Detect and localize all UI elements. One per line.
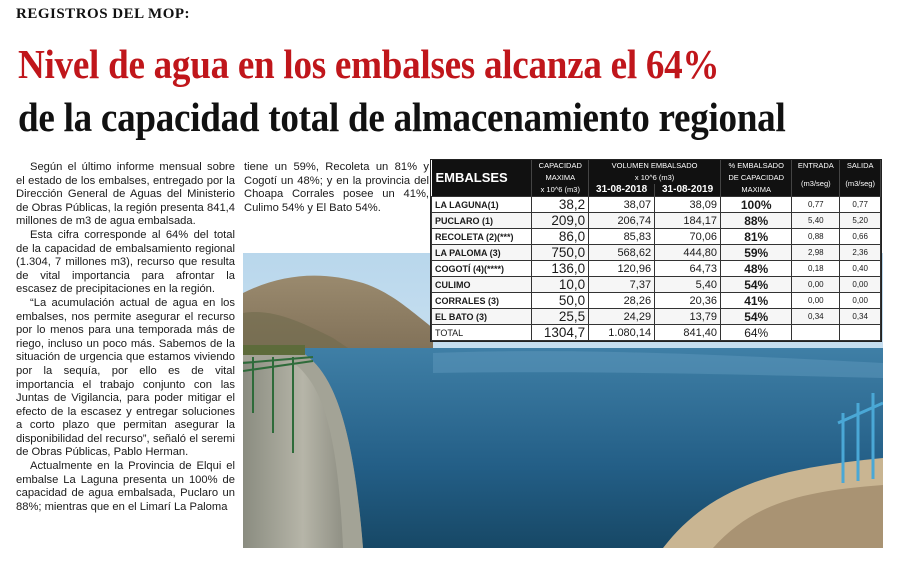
capacity-cell: 136,0	[532, 261, 589, 277]
outflow-cell: 0,00	[840, 293, 881, 309]
reservoir-name: EL BATO (3)	[432, 309, 532, 325]
volume-2019-cell: 38,09	[655, 197, 721, 213]
article-column-2	[244, 161, 429, 215]
percent-cell: 100%	[721, 197, 792, 213]
volume-2018-cell: 85,83	[589, 229, 655, 245]
header-pct-3: MAXIMA	[721, 184, 792, 197]
reservoir-name: TOTAL	[432, 325, 532, 341]
section-kicker: REGISTROS DEL MOP:	[16, 6, 191, 22]
table-row	[432, 229, 881, 245]
header-salida: SALIDA	[840, 160, 881, 172]
header-entrada: ENTRADA	[792, 160, 840, 172]
paragraph: tiene un 59%, Recoleta un 81% y Cogotí un 48%; y en la provincia del Choapa Corrales posee un 41%, Culimo 54% y El Bato 54%.	[244, 161, 429, 214]
volume-2019-cell: 13,79	[655, 309, 721, 325]
volume-2019-cell: 5,40	[655, 277, 721, 293]
outflow-cell: 0,40	[840, 261, 881, 277]
header-entrada-unit: (m3/seg)	[792, 172, 840, 197]
outflow-cell	[840, 325, 881, 341]
table-total-row	[432, 325, 881, 341]
capacity-cell: 209,0	[532, 213, 589, 229]
volume-2018-cell: 206,74	[589, 213, 655, 229]
header-date-2018: 31-08-2018	[589, 184, 655, 197]
percent-cell: 48%	[721, 261, 792, 277]
volume-2018-cell: 1.080,14	[589, 325, 655, 341]
table-row	[432, 261, 881, 277]
table-row	[432, 293, 881, 309]
paragraph: Actualmente en la Provincia de Elqui el embalse La Laguna presenta un 100% de capacidad de agua embalsada, Puclaro un 88%; mientras que en el Limarí La Paloma	[16, 460, 235, 513]
article-column-1	[16, 161, 235, 514]
inflow-cell: 0,34	[792, 309, 840, 325]
reservoir-name: CORRALES (3)	[432, 293, 532, 309]
header-volumen: VOLUMEN EMBALSADO	[589, 160, 721, 172]
header-date-2019: 31-08-2019	[655, 184, 721, 197]
inflow-cell: 2,98	[792, 245, 840, 261]
header-pct: % EMBALSADO	[721, 160, 792, 172]
paragraph: Según el último informe mensual sobre el estado de los embalses, entregado por la Dirección General de Aguas del Ministerio de Obras Públicas, la región presenta 841,4 millones de m3 de agua embalsada.	[16, 161, 235, 228]
volume-2019-cell: 184,17	[655, 213, 721, 229]
table-row	[432, 213, 881, 229]
percent-cell: 81%	[721, 229, 792, 245]
reservoir-name: LA PALOMA (3)	[432, 245, 532, 261]
outflow-cell: 2,36	[840, 245, 881, 261]
inflow-cell	[792, 325, 840, 341]
capacity-cell: 38,2	[532, 197, 589, 213]
volume-2018-cell: 28,26	[589, 293, 655, 309]
paragraph: “La acumulación actual de agua en los embalses, nos permite asegurar el recurso por lo menos para una temporada más de riego, incluso un poco más. Sabemos de la situación de urgencia que estamos viviendo por la sequía, por ello es de vital importancia el trabajo conjunto con las Juntas de Vigilancia, para poder mitigar el efecto de la escasez y entregar soluciones a corto plazo que permitan asegurar la disponibilidad del recurso”, señaló el seremi de Obras Públicas, Pablo Herman.	[16, 296, 235, 459]
inflow-cell: 0,00	[792, 277, 840, 293]
reservoir-name: LA LAGUNA(1)	[432, 197, 532, 213]
header-embalses: EMBALSES	[432, 160, 532, 197]
capacity-cell: 750,0	[532, 245, 589, 261]
table-row	[432, 245, 881, 261]
outflow-cell: 0,77	[840, 197, 881, 213]
percent-cell: 64%	[721, 325, 792, 341]
outflow-cell: 5,20	[840, 213, 881, 229]
percent-cell: 54%	[721, 309, 792, 325]
capacity-cell: 1304,7	[532, 325, 589, 341]
percent-cell: 41%	[721, 293, 792, 309]
volume-2018-cell: 7,37	[589, 277, 655, 293]
reservoir-name: RECOLETA (2)(***)	[432, 229, 532, 245]
header-capacidad-2: MAXIMA	[532, 172, 589, 184]
header-salida-unit: (m3/seg)	[840, 172, 881, 197]
header-volumen-unit: x 10^6 (m3)	[589, 172, 721, 184]
header-capacidad-unit: x 10^6 (m3)	[532, 184, 589, 197]
volume-2018-cell: 24,29	[589, 309, 655, 325]
volume-2019-cell: 841,40	[655, 325, 721, 341]
capacity-cell: 50,0	[532, 293, 589, 309]
headline-line-2: de la capacidad total de almacenamiento regional	[18, 94, 786, 140]
volume-2018-cell: 38,07	[589, 197, 655, 213]
volume-2018-cell: 120,96	[589, 261, 655, 277]
table-row	[432, 197, 881, 213]
inflow-cell: 0,77	[792, 197, 840, 213]
reservoir-name: CULIMO	[432, 277, 532, 293]
header-pct-2: DE CAPACIDAD	[721, 172, 792, 184]
volume-2018-cell: 568,62	[589, 245, 655, 261]
volume-2019-cell: 444,80	[655, 245, 721, 261]
percent-cell: 59%	[721, 245, 792, 261]
outflow-cell: 0,66	[840, 229, 881, 245]
reservoir-table	[430, 159, 882, 342]
volume-2019-cell: 20,36	[655, 293, 721, 309]
table-row	[432, 277, 881, 293]
capacity-cell: 10,0	[532, 277, 589, 293]
percent-cell: 54%	[721, 277, 792, 293]
inflow-cell: 0,00	[792, 293, 840, 309]
volume-2019-cell: 70,06	[655, 229, 721, 245]
capacity-cell: 25,5	[532, 309, 589, 325]
header-capacidad: CAPACIDAD	[532, 160, 589, 172]
percent-cell: 88%	[721, 213, 792, 229]
outflow-cell: 0,00	[840, 277, 881, 293]
volume-2019-cell: 64,73	[655, 261, 721, 277]
reservoir-name: PUCLARO (1)	[432, 213, 532, 229]
capacity-cell: 86,0	[532, 229, 589, 245]
inflow-cell: 0,18	[792, 261, 840, 277]
inflow-cell: 5,40	[792, 213, 840, 229]
outflow-cell: 0,34	[840, 309, 881, 325]
inflow-cell: 0,88	[792, 229, 840, 245]
reservoir-name: COGOTÍ (4)(****)	[432, 261, 532, 277]
table-row	[432, 309, 881, 325]
headline-line-1: Nivel de agua en los embalses alcanza el 64%	[18, 41, 720, 87]
paragraph: Esta cifra corresponde al 64% del total de la capacidad de embalsamiento regional (1.304, 7 millones m3), recurso que resulta de vital importancia para afrontar la escasez de precipitaciones en la región.	[16, 228, 235, 296]
